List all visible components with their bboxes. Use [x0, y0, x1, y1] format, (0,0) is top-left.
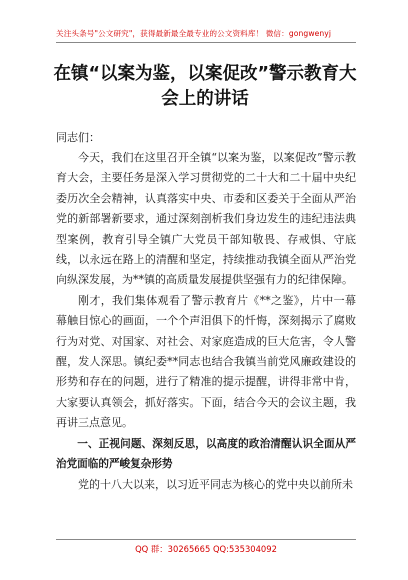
header-promo-text: 关注头条号"公文研究"，获得最新最全最专业的公文资料库！ 微信：gongwenyj — [56, 29, 332, 38]
header-divider — [56, 42, 356, 43]
footer-contact-text: QQ 群：30265665 QQ:535304092 — [135, 544, 277, 554]
document-title: 在镇“以案为鉴，以案促改”警示教育大会上的讲话 — [53, 64, 357, 109]
body-paragraph: 刚才，我们集体观看了警示教育片《**之鉴》，片中一幕幕触目惊心的画面，一个个声泪俱下的忏悔，深刻揭示了腐败行为对党、对国家、对社会、对家庭造成的巨大危害，令人警醒，发人深思。镇纪委**同志也结合我镇当前党风廉政建设的形势和存在的问题，进行了精准的提示提醒，讲得非常中肯，大家要认真领会，抓好落实。下面，结合今天的会议主题，我再讲三点意见。 — [56, 293, 356, 430]
section-heading: 一、正视问题、深刻反思，以高度的政治清醒认识全面从严治党面临的严峻复杂形势 — [56, 437, 356, 471]
body-paragraph: 党的十八大以来，以习近平同志为核心的党中央以前所未 — [78, 477, 353, 491]
document-body — [56, 148, 356, 495]
body-paragraph: 今天，我们在这里召开全镇“以案为鉴，以案促改”警示教育大会，主要任务是深入学习贯彻党的二十大和二十届中央纪委历次全会精神，认真落实中央、市委和区委关于全面从严治党的新部署新要求，通过深刻剖析我们身边发生的违纪违法典型案例，教育引导全镇广大党员干部知敬畏、存戒惧、守底线，以永远在路上的清醒和坚定，持续推动我镇全面从严治党向纵深发展，为**镇的高质量发展提供坚强有力的纪律保障。 — [56, 151, 356, 287]
salutation: 同志们： — [56, 131, 100, 144]
footer-divider — [56, 539, 356, 540]
